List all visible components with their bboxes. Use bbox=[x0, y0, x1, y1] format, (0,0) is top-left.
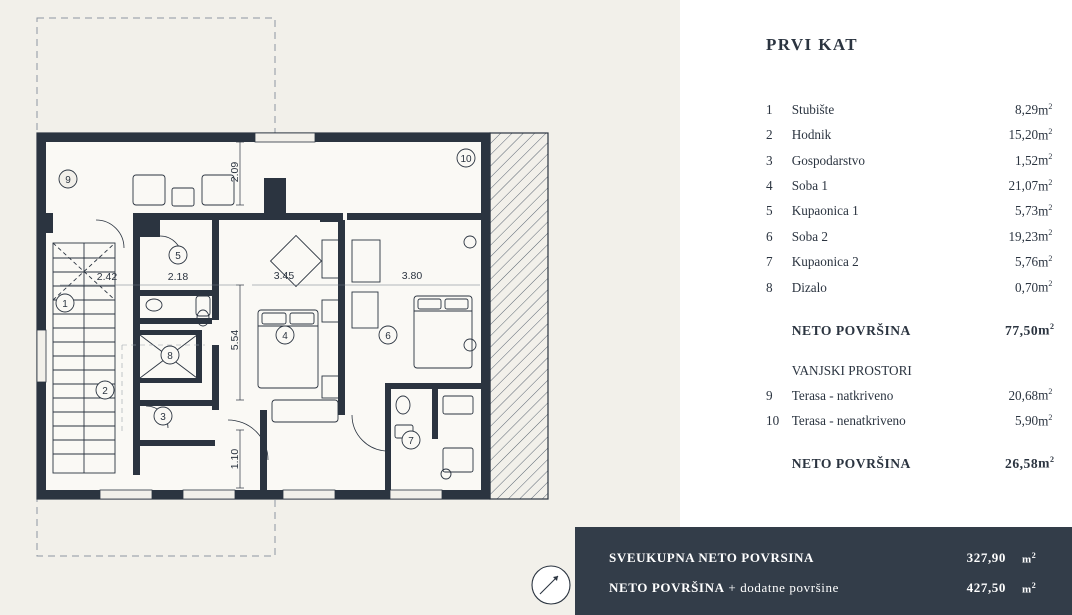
room-unit: $m^2$ bbox=[1038, 177, 1053, 194]
outdoor-heading: VANJSKI PROSTORI bbox=[791, 362, 912, 378]
summary-label: SVEUKUPNA NETO POVRSINA bbox=[609, 550, 814, 565]
room-unit: $m^2$ bbox=[1038, 126, 1053, 143]
outdoor-total-row bbox=[766, 449, 1066, 478]
table-row bbox=[766, 249, 1066, 274]
hatched-wall-right bbox=[490, 133, 548, 499]
summary-bar bbox=[575, 527, 1072, 615]
room-num: 10 bbox=[766, 412, 780, 428]
room-area: 5,73 bbox=[1015, 203, 1039, 219]
room-schedule-table bbox=[766, 97, 1066, 478]
svg-text:3: 3 bbox=[160, 412, 166, 423]
room-marker-8 bbox=[161, 346, 179, 364]
room-marker-9 bbox=[59, 170, 77, 188]
dim-2-42: 2.42 bbox=[96, 271, 118, 283]
page-title: PRVI KAT bbox=[766, 35, 858, 54]
summary-value-2: 427,50 bbox=[966, 580, 1006, 595]
outdoor-total-value: 26,58 bbox=[1005, 455, 1039, 471]
dim-3-80: 3.80 bbox=[401, 270, 423, 282]
summary-row-total bbox=[609, 543, 1046, 573]
svg-text:9: 9 bbox=[65, 175, 71, 186]
table-row bbox=[766, 97, 1066, 122]
room-marker-10 bbox=[457, 149, 475, 167]
room-area: 20,68 bbox=[1008, 387, 1039, 403]
net-area-unit: $m^2$ bbox=[1038, 322, 1055, 338]
room-marker-3 bbox=[154, 407, 172, 425]
summary-row-extra bbox=[609, 573, 1046, 603]
outdoor-total-label: NETO POVRŠINA bbox=[791, 455, 911, 471]
room-num: 7 bbox=[766, 254, 773, 270]
table-row bbox=[766, 148, 1066, 173]
room-name: Soba 1 bbox=[791, 178, 828, 194]
room-name: Gospodarstvo bbox=[791, 152, 865, 168]
net-area-total-row bbox=[766, 316, 1066, 345]
dim-5-54: 5.54 bbox=[229, 329, 241, 351]
svg-text:5: 5 bbox=[175, 251, 181, 262]
room-area: 19,23 bbox=[1008, 228, 1039, 244]
room-unit: $m^2$ bbox=[1038, 152, 1053, 168]
room-name: Terasa - natkriveno bbox=[791, 387, 894, 403]
room-marker-7 bbox=[402, 431, 420, 449]
room-name: Hodnik bbox=[791, 127, 832, 143]
summary-table bbox=[609, 543, 1046, 603]
room-unit: $m^2$ bbox=[1038, 203, 1053, 219]
table-row bbox=[766, 122, 1066, 147]
dim-2-09: 2.09 bbox=[229, 161, 241, 183]
room-name: Dizalo bbox=[791, 279, 827, 295]
dim-3-45: 3.45 bbox=[273, 270, 295, 282]
room-area: 5,90 bbox=[1015, 412, 1039, 428]
room-num: 8 bbox=[766, 279, 773, 295]
table-row bbox=[766, 224, 1066, 249]
room-area: 15,20 bbox=[1008, 127, 1039, 143]
room-unit: $m^2$ bbox=[1038, 101, 1053, 117]
room-unit: $m^2$ bbox=[1038, 253, 1053, 270]
room-area: 1,52 bbox=[1015, 152, 1039, 168]
room-num: 3 bbox=[766, 152, 773, 168]
svg-text:4: 4 bbox=[282, 331, 288, 342]
svg-text:10: 10 bbox=[460, 154, 472, 165]
room-name: Terasa - nenatkriveno bbox=[791, 412, 906, 428]
room-num: 2 bbox=[766, 127, 773, 143]
room-name: Kupaonica 2 bbox=[791, 254, 859, 270]
room-area: 8,29 bbox=[1015, 101, 1039, 117]
summary-label-2: NETO POVRŠINA + dodatne površine bbox=[609, 580, 839, 595]
room-num: 9 bbox=[766, 387, 773, 403]
room-unit: $m^2$ bbox=[1038, 228, 1053, 244]
legend-panel bbox=[680, 0, 1072, 615]
room-marker-6 bbox=[379, 326, 397, 344]
svg-text:7: 7 bbox=[408, 436, 414, 447]
room-unit: $m^2$ bbox=[1038, 279, 1053, 295]
outdoor-total-unit: $m^2$ bbox=[1038, 455, 1055, 471]
table-row bbox=[766, 383, 1066, 408]
room-num: 4 bbox=[766, 178, 773, 194]
table-row bbox=[766, 199, 1066, 224]
table-row bbox=[766, 173, 1066, 198]
net-area-label: NETO POVRŠINA bbox=[791, 322, 911, 338]
svg-text:6: 6 bbox=[385, 331, 391, 342]
table-row bbox=[766, 275, 1066, 300]
room-area: 0,70 bbox=[1015, 279, 1039, 295]
room-marker-2 bbox=[96, 381, 114, 399]
svg-text:1: 1 bbox=[62, 299, 68, 310]
table-row bbox=[766, 408, 1066, 433]
room-num: 1 bbox=[766, 101, 773, 117]
dim-2-18: 2.18 bbox=[167, 271, 189, 283]
summary-unit-2: $m^2$ bbox=[1022, 580, 1037, 596]
svg-text:8: 8 bbox=[167, 351, 173, 362]
room-marker-4 bbox=[276, 326, 294, 344]
room-name: Stubište bbox=[791, 101, 835, 117]
room-marker-5 bbox=[169, 246, 187, 264]
outdoor-heading-row bbox=[766, 361, 1066, 383]
summary-label-2-suffix: + dodatne površine bbox=[724, 580, 839, 595]
svg-text:2: 2 bbox=[102, 386, 108, 397]
compass-north-icon bbox=[528, 562, 574, 608]
summary-unit: $m^2$ bbox=[1022, 550, 1037, 566]
room-unit: $m^2$ bbox=[1038, 412, 1053, 428]
dim-1-10: 1.10 bbox=[229, 448, 241, 470]
room-area: 21,07 bbox=[1008, 178, 1039, 194]
room-num: 6 bbox=[766, 228, 773, 244]
room-name: Soba 2 bbox=[791, 228, 828, 244]
room-area: 5,76 bbox=[1015, 254, 1039, 270]
summary-value: 327,90 bbox=[966, 550, 1006, 565]
room-name: Kupaonica 1 bbox=[791, 203, 859, 219]
room-num: 5 bbox=[766, 203, 773, 219]
room-unit: $m^2$ bbox=[1038, 387, 1053, 403]
net-area-value: 77,50 bbox=[1005, 322, 1039, 338]
room-marker-1 bbox=[56, 294, 74, 312]
